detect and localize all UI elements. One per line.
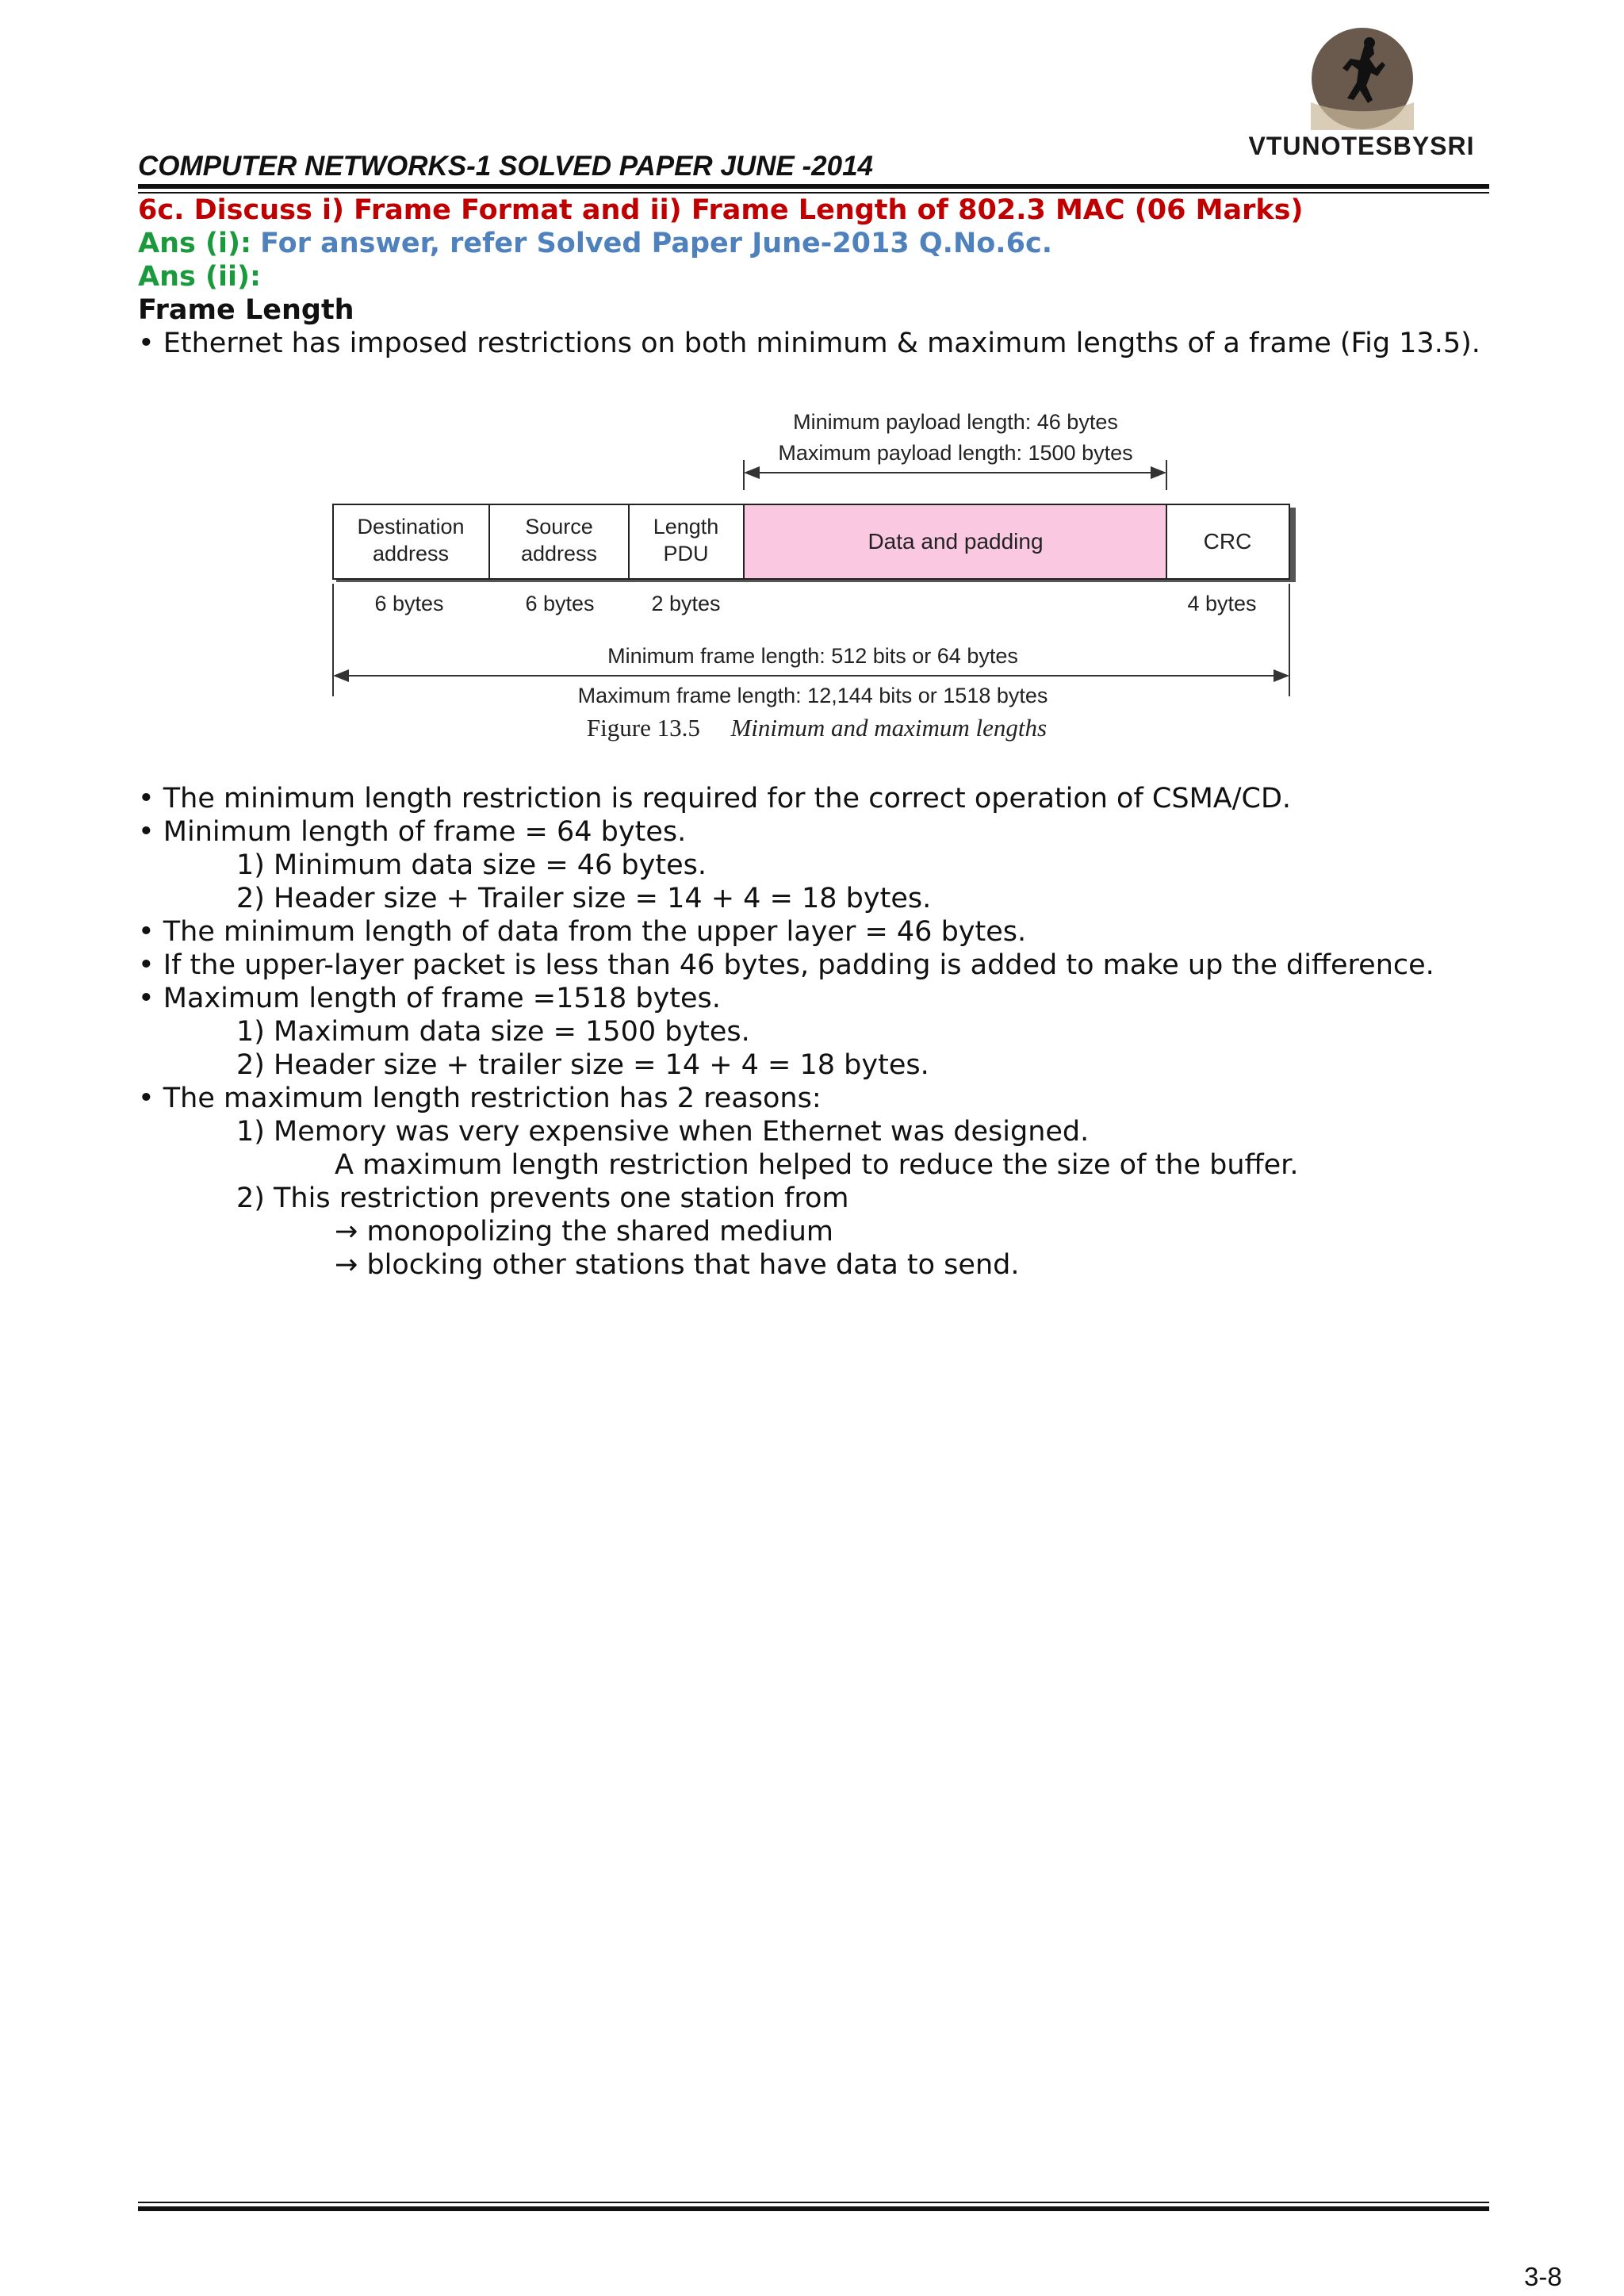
field-source-line1: Source — [525, 515, 593, 539]
payload-max-label: Maximum payload length: 1500 bytes — [778, 441, 1133, 465]
answer-one — [138, 227, 1486, 260]
brand-name: VTUNOTESBYSRI — [1248, 132, 1475, 160]
intro-bullet: • Ethernet has imposed restrictions on both minimum & maximum lengths of a frame (Fig 13.5). — [138, 328, 1480, 359]
list-item: 1) Minimum data size = 46 bytes. — [236, 849, 707, 881]
field-length-line2: PDU — [663, 542, 709, 565]
list-item: • Minimum length of frame = 64 bytes. — [138, 816, 687, 848]
climber-logo-icon — [1311, 27, 1414, 130]
field-source-size: 6 bytes — [525, 592, 595, 615]
list-item: 1) Memory was very expensive when Ethernet was designed. — [236, 1116, 1090, 1148]
field-destination-size: 6 bytes — [374, 592, 444, 615]
header-rule — [138, 184, 1489, 189]
list-item: → blocking other stations that have data to send. — [335, 1249, 1020, 1281]
section-title: Frame Length — [138, 294, 354, 326]
field-data-label: Data and padding — [868, 529, 1044, 554]
footer-rule — [138, 2206, 1489, 2211]
list-item: A maximum length restriction helped to reduce the size of the buffer. — [335, 1149, 1299, 1181]
list-item: • The minimum length restriction is required for the correct operation of CSMA/CD. — [138, 783, 1292, 815]
list-item: • Maximum length of frame =1518 bytes. — [138, 983, 721, 1014]
list-item: 2) This restriction prevents one station from — [236, 1182, 849, 1214]
list-item: → monopolizing the shared medium — [335, 1216, 834, 1248]
list-item: 2) Header size + trailer size = 14 + 4 = 18 bytes. — [236, 1049, 929, 1081]
question-block — [138, 194, 1486, 360]
field-crc-label: CRC — [1203, 529, 1252, 554]
field-source-line2: address — [520, 542, 598, 565]
figure-caption-text: Minimum and maximum lengths — [730, 714, 1048, 742]
field-length-line1: Length — [653, 515, 719, 539]
field-destination-line1: Destination — [357, 515, 465, 539]
question-heading: 6c. Discuss i) Frame Format and ii) Frame Length of 802.3 MAC (06 Marks) — [138, 194, 1304, 226]
field-crc-size: 4 bytes — [1187, 592, 1257, 615]
payload-min-label: Minimum payload length: 46 bytes — [793, 410, 1118, 434]
frame-max-label: Maximum frame length: 12,144 bits or 1518 bytes — [577, 684, 1048, 707]
document-header-title: COMPUTER NETWORKS-1 SOLVED PAPER JUNE -2014 — [138, 151, 874, 182]
explanation-list — [138, 782, 1486, 1282]
figure-caption — [587, 714, 1047, 742]
list-item: 1) Maximum data size = 1500 bytes. — [236, 1016, 750, 1048]
list-item: 2) Header size + Trailer size = 14 + 4 = 18 bytes. — [236, 883, 932, 914]
list-item: • If the upper-layer packet is less than 46 bytes, padding is added to make up the difference. — [138, 949, 1434, 981]
answer-one-reference: For answer, refer Solved Paper June-2013 Q.No.6c. — [260, 228, 1052, 259]
list-item: • The minimum length of data from the upper layer = 46 bytes. — [138, 916, 1027, 948]
figure-caption-number: Figure 13.5 — [586, 714, 700, 742]
footer-rule-thin — [138, 2202, 1489, 2203]
field-length-size: 2 bytes — [651, 592, 721, 615]
list-item: • The maximum length restriction has 2 reasons: — [138, 1083, 822, 1114]
answer-two-label: Ans (ii): — [138, 261, 262, 293]
answer-one-label: Ans (i): — [138, 228, 252, 259]
field-destination-line2: address — [372, 542, 450, 565]
frame-min-label: Minimum frame length: 512 bits or 64 bytes — [607, 644, 1018, 668]
frame-length-diagram — [317, 397, 1316, 753]
page-number: 3-8 — [1524, 2262, 1562, 2291]
